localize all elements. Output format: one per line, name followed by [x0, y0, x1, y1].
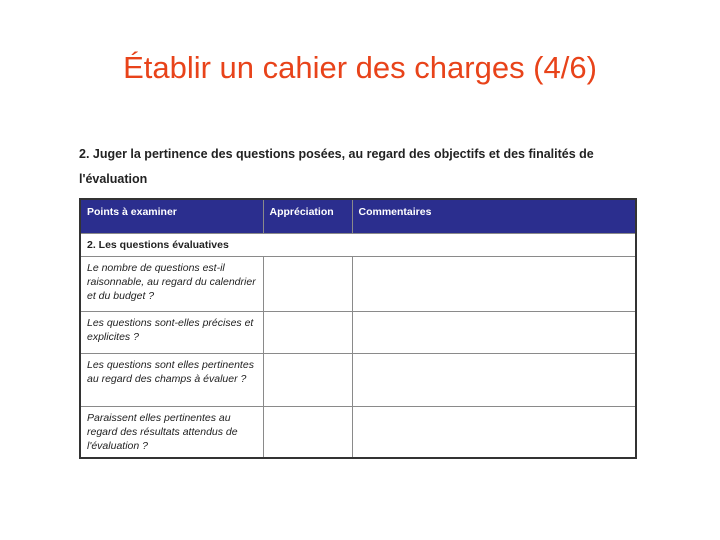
table-row	[80, 407, 636, 459]
evaluation-table	[79, 198, 637, 459]
question-cell: Les questions sont elles pertinentes au regard des champs à évaluer ?	[80, 354, 263, 407]
column-header-commentaires: Commentaires	[352, 199, 636, 234]
question-cell: Les questions sont-elles précises et explicites ?	[80, 312, 263, 354]
question-cell: Paraissent elles pertinentes au regard des résultats attendus de l'évaluation ?	[80, 407, 263, 459]
table-row	[80, 257, 636, 312]
table-header-row	[80, 199, 636, 234]
appreciation-cell	[263, 312, 352, 354]
column-header-points: Points à examiner	[80, 199, 263, 234]
commentaires-cell	[352, 312, 636, 354]
question-cell: Le nombre de questions est-il raisonnable, au regard du calendrier et du budget ?	[80, 257, 263, 312]
table-section-row	[80, 234, 636, 257]
commentaires-cell	[352, 257, 636, 312]
table-row	[80, 312, 636, 354]
commentaires-cell	[352, 407, 636, 459]
section-heading: 2. Juger la pertinence des questions posées, au regard des objectifs et des finalités de l'évaluation	[79, 147, 594, 186]
appreciation-cell	[263, 407, 352, 459]
table-row	[80, 354, 636, 407]
slide-title: Établir un cahier des charges (4/6)	[123, 50, 597, 85]
section-label: 2. Les questions évaluatives	[80, 234, 636, 257]
column-header-appreciation: Appréciation	[263, 199, 352, 234]
appreciation-cell	[263, 354, 352, 407]
commentaires-cell	[352, 354, 636, 407]
appreciation-cell	[263, 257, 352, 312]
